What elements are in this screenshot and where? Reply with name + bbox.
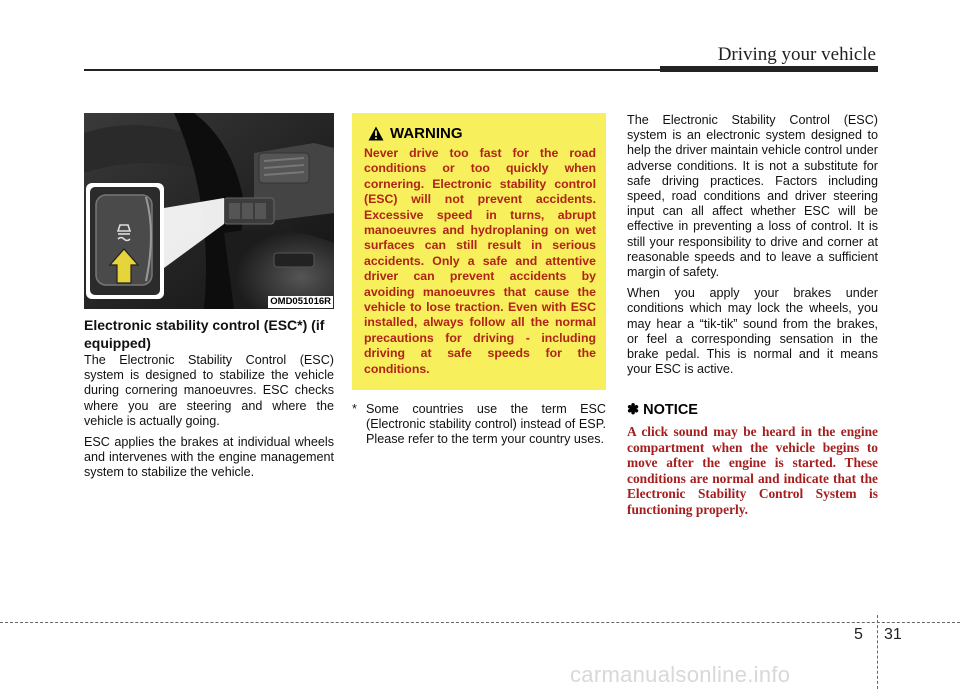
header-title: Driving your vehicle [717, 44, 876, 65]
footnote [352, 402, 606, 448]
section-paragraph: The Electronic Stability Control (ESC) system is designed to stabilize the vehicle during cornering manoeuvres. ESC checks where you are steering and where the vehicle is actually going. [84, 353, 334, 428]
warning-box [352, 113, 606, 390]
notice-title: ✽ NOTICE [627, 402, 698, 418]
footer-vertical-divider [877, 615, 878, 689]
header-rule-accent [660, 66, 878, 72]
figure-code: OMD051016R [270, 296, 331, 307]
notice-body: A click sound may be heard in the engine compartment when the vehicle begins to move after the engine is started. These conditions are normal and indicate that the Electronic Stability Control System is functioning properly. [627, 424, 878, 517]
footnote-mark: * [352, 402, 357, 416]
warning-header [368, 125, 463, 142]
right-paragraph: When you apply your brakes under conditions which may lock the wheels, you may hear a “tik-tik” sound from the brakes, or feel a corresponding sensation in the brake pedal. This is normal and it means your ESC is active. [627, 286, 878, 377]
warning-body: Never drive too fast for the road conditions or too quickly when cornering. Electronic stability control (ESC) will not prevent accidents. Excessive speed in turns, abrupt manoeuvres and hydroplaning on wet surfaces can still result in serious accidents. Only a safe and attentive driver can prevent accidents by avoiding manoeuvres that cause the vehicle to lose traction. Even with ESC installed, always follow all the normal precautions for driving - including driving at safe speeds for the conditions. [364, 146, 596, 376]
footer-divider [0, 622, 960, 623]
warning-triangle-icon [368, 126, 384, 141]
warning-title: WARNING [390, 125, 463, 142]
chapter-number: 5 [854, 626, 863, 643]
footnote-text: Some countries use the term ESC (Electronic stability control) instead of ESP. Please refer to the term your country uses. [366, 402, 606, 447]
right-paragraph: The Electronic Stability Control (ESC) system is an electronic system designed to help the driver maintain vehicle control under adverse conditions. It is not a substitute for safe driving practices. Factors including speed, road conditions and driver steering input can all affect whether ESC will be effective in preventing a loss of control. It is still your responsibility to drive and corner at reasonable speeds and to leave a sufficient margin of safety. [627, 113, 878, 280]
esc-button-photo [84, 113, 334, 309]
section-title: Electronic stability control (ESC*) (if equipped) [84, 317, 325, 351]
right-column-body [627, 113, 878, 383]
left-column-body [84, 353, 334, 487]
watermark: carmanualsonline.info [570, 662, 791, 687]
section-paragraph: ESC applies the brakes at individual wheels and intervenes with the engine management system to stabilize the vehicle. [84, 435, 334, 480]
page-number: 31 [884, 626, 902, 643]
